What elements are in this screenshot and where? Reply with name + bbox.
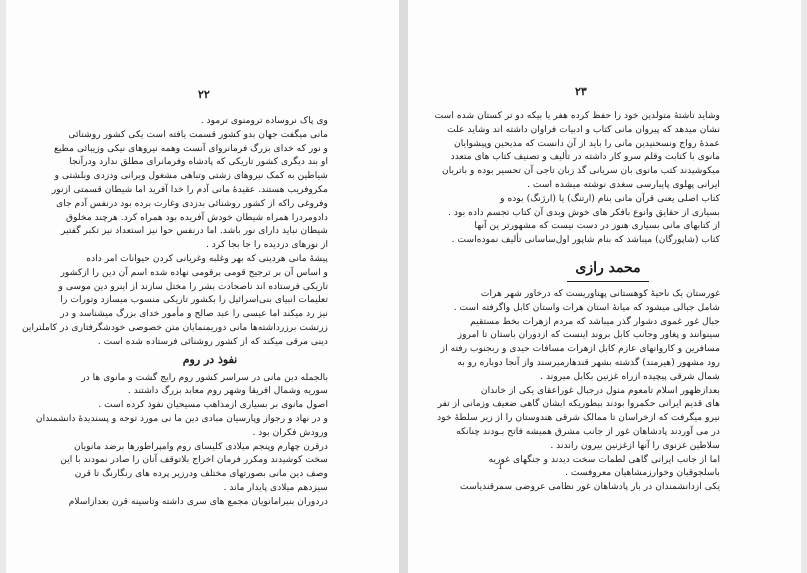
text-line: سوریه وشمال افریقا وشهر روم معابد بزرگ داشتند .: [127, 385, 328, 397]
text-line: سینوانند و پغاور وجانب کابل بروند اینست که ازدوران باستان تا امروز: [457, 329, 720, 341]
text-line: در می آوردند پادشاهان غور از جانب مشرق همیشه فاتح بـودند چنانکه: [456, 425, 720, 437]
text-line: وصف دین مانی بصورتهای مختلف ودرزیر پرده های رنگارنگ تا قرن: [74, 468, 328, 480]
left-page: [6, 0, 399, 573]
text-line: ایرانی پهلوی پایبارسی سغدی نوشته میشده است .: [526, 178, 720, 190]
text-line: جبال غور غموی دشوار گذر میباشد که مردم ازهرات بخط مستقیم: [470, 315, 720, 327]
text-line: رود مشهور (هیرمند) گذشته بشهر قندهارمیرسند واز آنجا دوباره رو به: [457, 356, 720, 368]
right-page-body: [434, 109, 720, 494]
text-line: دینی مرقی میکند که از کشور روشنائی فرستاده شده است .: [97, 335, 328, 347]
text-line: نیرو میگرفت که ازخراسان تا ممالک شرقی هندوستان را از زیر سلطهٔ خود: [437, 412, 720, 424]
section-heading-razi: [496, 255, 720, 281]
left-page-body: [21, 114, 328, 509]
text-line: وشاید تاشتهٔ متولدین خود را حفظ کرده‌ هفر یا بیکه دو تر کستان شده است: [434, 110, 720, 121]
text-line: دردوران بنیرامانویان مجمع های سری داشته وتاسینه قرن بعدازاسلام: [68, 495, 328, 507]
text-line: شیطان نباید دارای نور باشد. اما درنفس حوا نیز استعداد نیز تکبر گفتیر: [61, 225, 328, 237]
right-paragraph-group-2: [437, 287, 720, 494]
text-line: باسلجوقیان وخوارزمشاهیان معروفست .: [564, 467, 720, 479]
text-line: بعدازظهور اسلام تامعوم منول درجبال غوراعقای یکی از خاندان: [480, 384, 720, 396]
book-gutter: [399, 0, 408, 573]
text-line: سلاطین غزنوی را آنها ازغزنین بیرون راندند .: [550, 439, 720, 451]
text-line: مانوی با کتابت وقلم سرو کار داشته در تألیف و تصنیف کتاب های متعدد: [450, 151, 720, 163]
text-line: بسیاری از حقایق وانوع بافکر های خوش وبدی آن کتاب تجسم داده بود .: [448, 206, 720, 218]
margin-mark: ı: [499, 462, 502, 472]
text-line: بالجمله دین مانی در سراسر کشور روم رایج گشت و مانوی ها در: [81, 371, 328, 383]
text-line: از نورهای دزدیده را جا بجا کرد .: [205, 239, 328, 251]
text-line: او بند دیگری کشور تاریکی که پادشاه وفرمانرای مطلق ندارد ودرآنجا: [69, 156, 328, 168]
text-line: از کتابهای مانی بسیاری هنوز در دست نیست که مشهورتر ین آنها: [474, 220, 720, 232]
text-line: سیزدهم میلادی پایدار ماند .: [223, 481, 328, 493]
text-line: وی پاک نروساده ترومنوی ترمود .: [200, 115, 328, 126]
text-line: عمدهٔ رواج ونسحنیدین مانی را باید از آن دانست که مدیحین وپیشوایان: [454, 137, 720, 149]
text-line: نشان میدهد که پیروان مانی کتاب و ادبیات فراوان داشته اند وشاید علت: [447, 123, 720, 135]
text-line: ورودش فکران بود .: [252, 426, 328, 438]
text-line: شیاطین به کمک نیروهای زشتی وتباهی مشغول ویرانی ودزدی وبلشتی و: [54, 170, 328, 182]
text-line: نیز رد میکند اما عیسی را عبد صالح و مأمور خدای بزرگ میشناسد و در: [60, 308, 328, 320]
heading-underline: [567, 281, 649, 282]
text-line: یکی ازدانشمندان در بار پادشاهان غور نظامی عروضی سمرقندیاست: [460, 481, 720, 493]
text-line: تعلیمات انبیای بنی‌اسرائیل را بکشور تاریکی منسوب میسازد وتورات را: [60, 294, 328, 306]
text-line: دادومردرا همراه شیطان خودش آفریده بود همراه کرد. هرچند مخلوق: [65, 211, 328, 223]
text-line: وفروغی راکه از کشور روشنائی بدزدی وغارت برده بود درنفس آدم جای: [56, 197, 328, 209]
text-line: مسافرین و کاروانهای عازم کابل ازهرات مسافات حیدی و ربجنوب رفته از: [440, 343, 720, 355]
text-line: شامل جبالی میشود که میانهٔ استان هرات واستان کابل واگرفته است .: [453, 301, 720, 313]
section-heading-rome: نفوذ در روم: [182, 352, 238, 366]
page-number-right: ۲۳: [575, 85, 587, 98]
text-line: و در نهاد و رجواز وپارسیان مبادی دین ما نی مورد توجه و پسندیدهٔ دانشمندان: [35, 412, 328, 424]
text-line: شمال شرقی پیچیده ازراه غزنین بکابل میروند .: [540, 370, 720, 382]
right-paragraph-group-1: [434, 109, 720, 247]
text-line: درقرن چهارم وپنجم میلادی کلیسای روم وامپراطورها برضد مانویان: [74, 440, 328, 452]
text-line: میکوشیدند کتب مانوی بان سریانی گذ زبان تاجی آن تحسیر بوده و باتربان: [441, 165, 720, 177]
right-page: [408, 0, 801, 573]
text-line: اصول مانوی بر بسیاری ازمذاهب مسیحیان نفوذ کرده است .: [98, 399, 328, 411]
section-heading-razi-text: محمد رازی: [575, 259, 641, 276]
text-line: سخت کوشیدند ومکرر فرمان اخراج بلاتوقف آنان را صادر نمودند با این: [60, 454, 328, 466]
left-paragraph-group-2: [35, 371, 328, 509]
text-line: مکروفریب هستند. عقیدهٔ مانی آدم را خدا آفرید اما شیطان قسمتی ازنور: [51, 183, 328, 195]
text-line: کتاب (شاپورگان) میباشد که بنام شاپور اول‌ساسانی تألیف نموده‌است .: [451, 234, 720, 246]
text-line: و نور که خدای بزرگ فرمانروای آنست وهمه نیروهای نیکی وزیبائی مطیع: [53, 142, 328, 154]
text-line: مانی میگفت جهان بدو کشور قسمت یافته است یکی کشور روشنائی: [68, 128, 328, 140]
left-paragraph-group-1: [21, 114, 328, 349]
text-line: زرتشت برزرداشته‌ها مانی دوریمنمایان متن خصوصی خودشگرفتاری در کاملتراین: [21, 321, 328, 333]
text-line: های قدیم ایرانی حکمروا بودند ببطوریکه ایشان گاهی ضعیف وزمانی از تفر: [437, 398, 720, 410]
page-number-left: ۲۲: [198, 88, 210, 101]
text-line: اما از جانب ایرانی گاهی لطمات سخت دیدند و جنگهای غوریه: [488, 453, 720, 465]
text-line: و اساس آن بر ترجیح قومی برقومی نهاده شده اسم آن دین را ازکشور: [60, 266, 328, 278]
text-line: پیشهٔ مانی هردینی که بهر وغلبه وغریانی کردن حیوانات امر داده: [86, 252, 328, 264]
text-line: تاریکی فرستاده اند ناصحادت بشر را مختل سازند از اینرو دین موسی و: [58, 280, 328, 292]
text-line: غورستان یک ناحیهٔ کوهستانی پهناوریست که درخاور شهر هرات: [480, 287, 720, 299]
text-line: کتاب اصلی یعنی قرآن مانی بنام (ارتنگ) یا (ارژنگ) بوده و: [500, 192, 720, 204]
